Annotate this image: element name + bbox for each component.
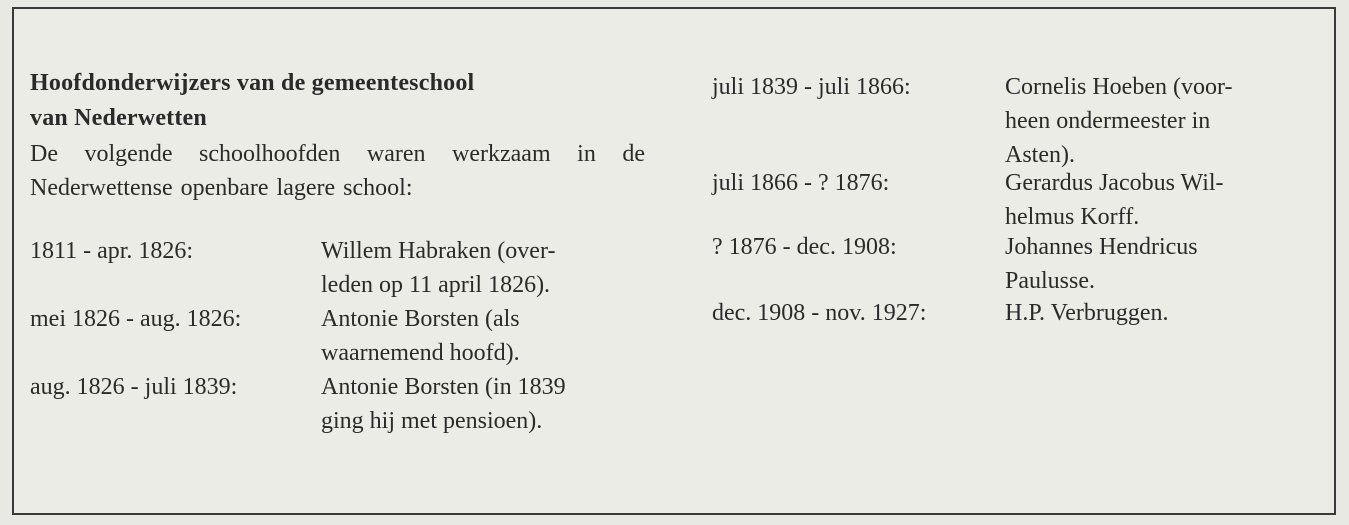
entry-date: dec. 1908 - nov. 1927: [712, 300, 927, 326]
entry-name: H.P. Verbruggen. [1005, 300, 1169, 326]
intro-paragraph: De volgende schoolhoofden waren werkzaam in de Nederwettense openbare lagere school: [30, 141, 645, 201]
entry-row [30, 370, 650, 438]
entry-date: juli 1866 - ? 1876: [712, 170, 890, 196]
entry-date: juli 1839 - juli 1866: [712, 74, 911, 100]
section-heading: Hoofdonderwijzers van de gemeenteschool van Nederwetten [30, 70, 475, 131]
entry-name: Antonie Borsten (in 1839 ging hij met pensioen). [321, 374, 566, 434]
entry-name: Cornelis Hoeben (voor- heen ondermeester in Asten). [1005, 74, 1233, 168]
entry-date: 1811 - apr. 1826: [30, 238, 194, 264]
entry-row [712, 166, 1322, 234]
entry-name: Antonie Borsten (als waarnemend hoofd). [321, 306, 520, 366]
entry-row [30, 234, 650, 302]
entry-date: aug. 1826 - juli 1839: [30, 374, 238, 400]
entry-date: ? 1876 - dec. 1908: [712, 234, 897, 260]
entry-name: Willem Habraken (over- leden op 11 april 1826). [321, 238, 556, 298]
entry-name: Gerardus Jacobus Wil- helmus Korff. [1005, 170, 1224, 230]
entry-name: Johannes Hendricus Paulusse. [1005, 234, 1198, 294]
entry-date: mei 1826 - aug. 1826: [30, 306, 242, 332]
entry-row [712, 230, 1322, 298]
entry-row [712, 70, 1322, 172]
entry-row [30, 302, 650, 370]
entry-row [712, 296, 1322, 330]
